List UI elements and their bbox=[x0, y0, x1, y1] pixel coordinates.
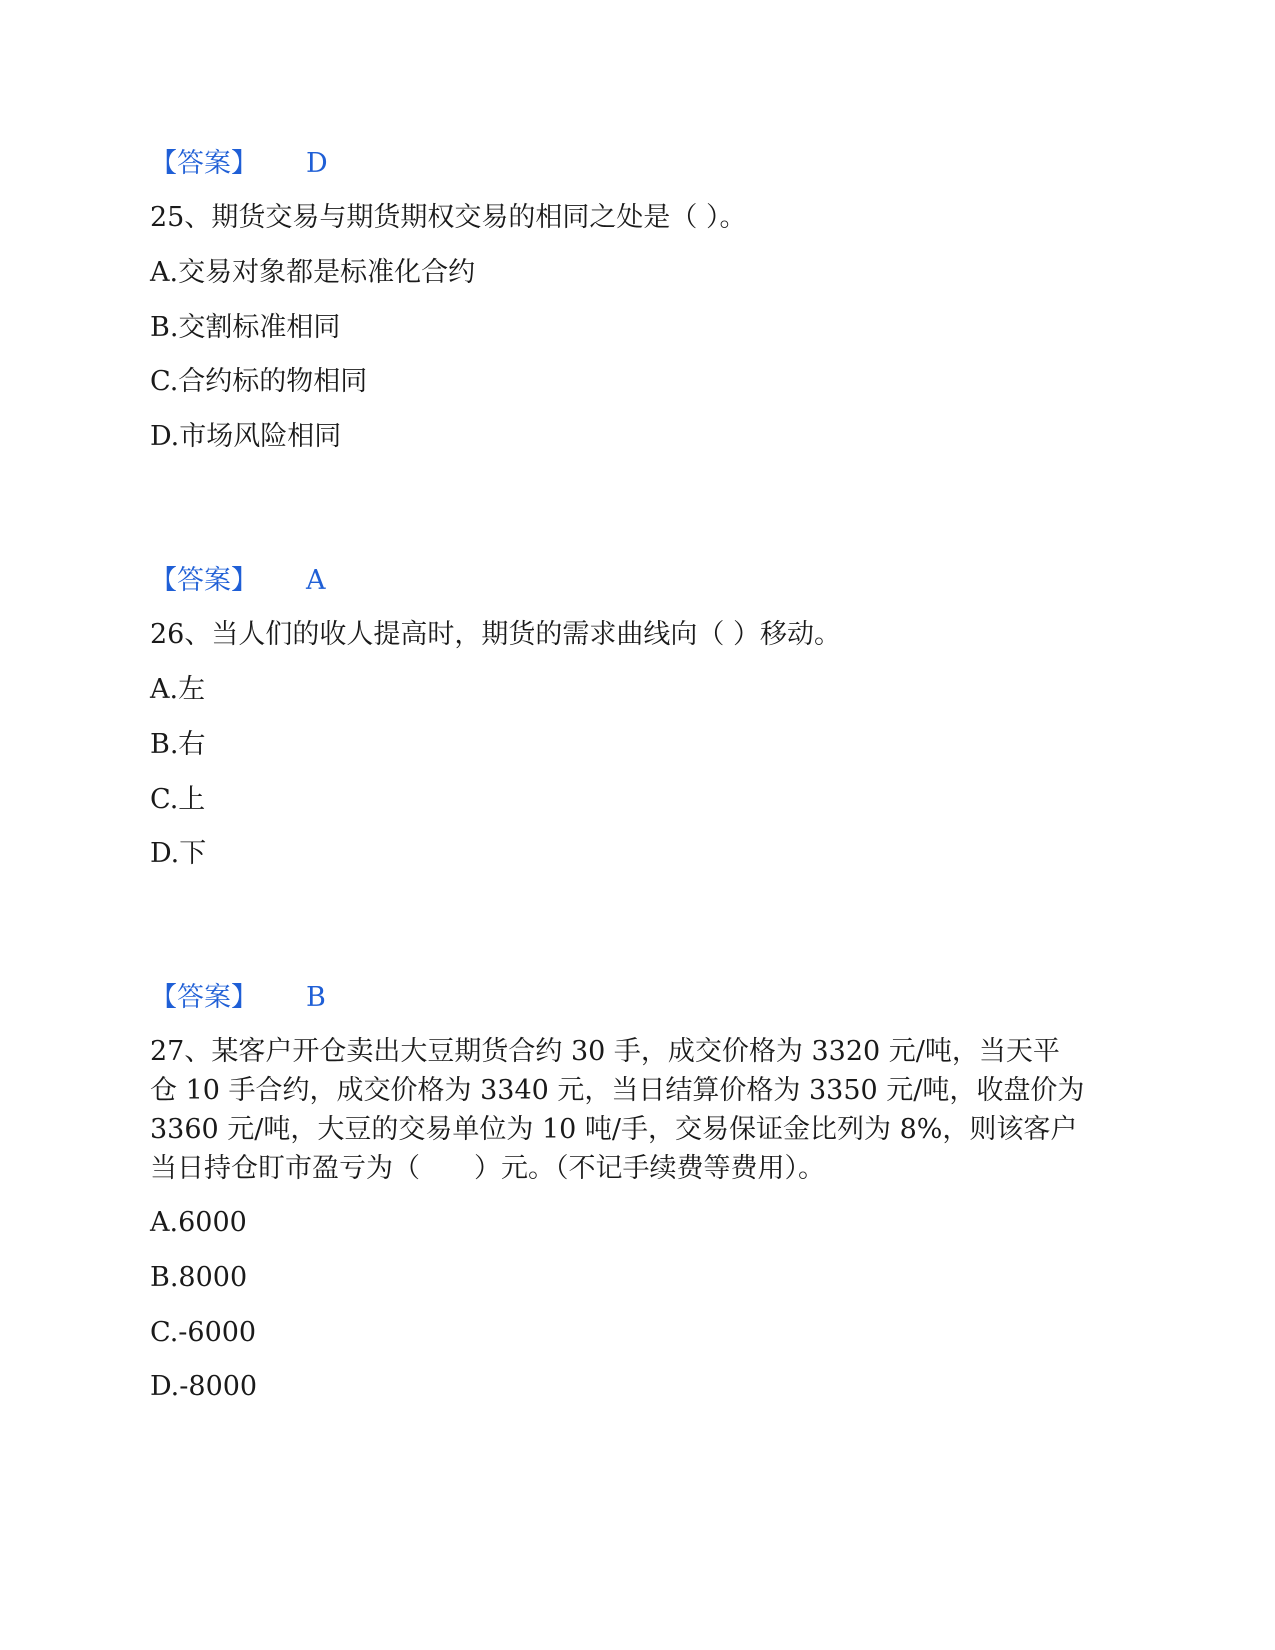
question-25-option-d: D.市场风险相同 bbox=[150, 421, 342, 452]
answer-value: B bbox=[306, 982, 326, 1013]
answer-line bbox=[150, 150, 328, 177]
question-26-option-b: B.右 bbox=[150, 729, 206, 760]
question-26-option-d: D.下 bbox=[150, 838, 207, 869]
question-26-option-a: A.左 bbox=[150, 674, 206, 705]
answer-value: D bbox=[306, 148, 328, 179]
question-25-option-b: B.交割标准相同 bbox=[150, 312, 341, 343]
question-26-option-c: C.上 bbox=[150, 784, 206, 815]
answer-line bbox=[150, 984, 326, 1011]
question-27-option-b: B.8000 bbox=[150, 1262, 248, 1293]
answer-label: 【答案】 bbox=[150, 565, 258, 596]
answer-value: A bbox=[306, 565, 326, 596]
question-25-option-a: A.交易对象都是标准化合约 bbox=[150, 257, 476, 288]
question-27-option-a: A.6000 bbox=[150, 1207, 247, 1238]
question-27-text-line-2: 仓 10 手合约，成交价格为 3340 元，当日结算价格为 3350 元/吨，收盘价为 bbox=[150, 1075, 1085, 1106]
question-27-option-d: D.-8000 bbox=[150, 1371, 258, 1402]
answer-label: 【答案】 bbox=[150, 148, 258, 179]
question-25-option-c: C.合约标的物相同 bbox=[150, 366, 368, 397]
question-27-option-c: C.-6000 bbox=[150, 1317, 257, 1348]
question-27-text-line-1: 27、某客户开仓卖出大豆期货合约 30 手，成交价格为 3320 元/吨，当天平 bbox=[150, 1036, 1060, 1067]
question-27-text-line-3: 3360 元/吨，大豆的交易单位为 10 吨/手，交易保证金比列为 8%，则该客户 bbox=[150, 1114, 1078, 1145]
question-25-text: 25、期货交易与期货期权交易的相同之处是（ ）。 bbox=[150, 202, 747, 233]
question-27-text-line-4: 当日持仓盯市盈亏为（ ）元。（不记手续费等费用）。 bbox=[150, 1153, 825, 1184]
question-26-text: 26、当人们的收人提高时，期货的需求曲线向（ ）移动。 bbox=[150, 619, 841, 650]
answer-line bbox=[150, 567, 326, 594]
answer-label: 【答案】 bbox=[150, 982, 258, 1013]
